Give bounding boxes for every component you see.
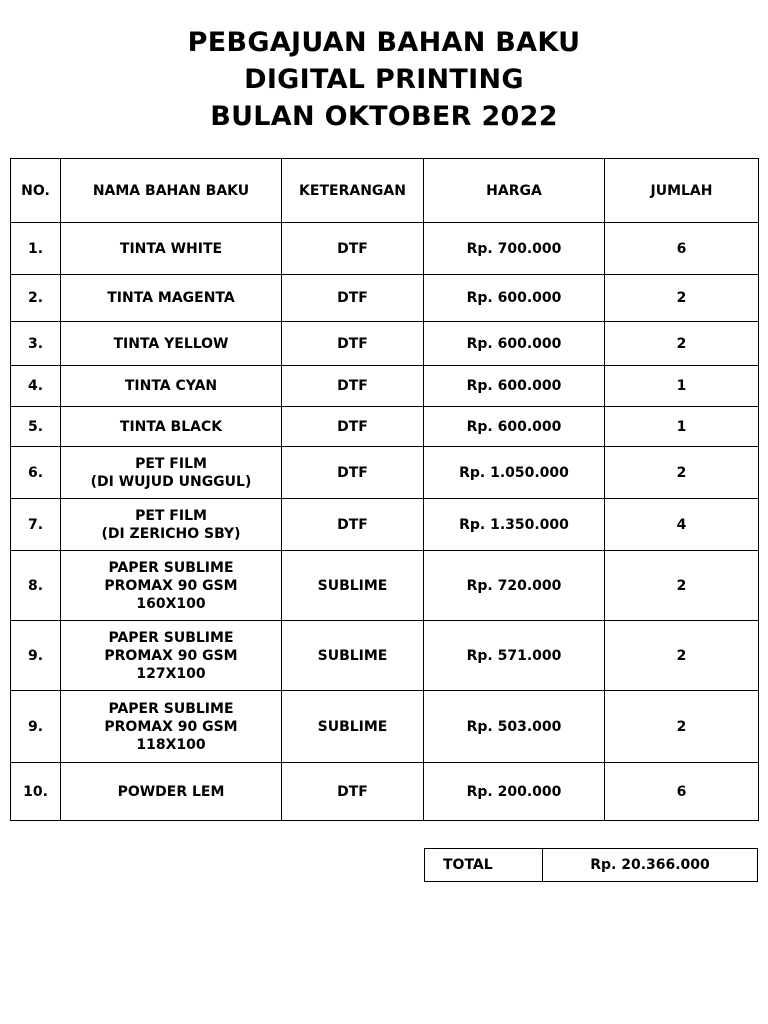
header-keterangan: KETERANGAN xyxy=(282,159,424,223)
title-line-1: PEBGAJUAN BAHAN BAKU xyxy=(187,27,581,58)
cell-nama: PAPER SUBLIME PROMAX 90 GSM 118X100 xyxy=(61,691,282,763)
cell-keterangan: DTF xyxy=(282,275,424,322)
cell-nama: PET FILM (DI ZERICHO SBY) xyxy=(61,499,282,551)
cell-keterangan: DTF xyxy=(282,223,424,275)
cell-harga: Rp. 720.000 xyxy=(424,551,605,621)
cell-harga: Rp. 200.000 xyxy=(424,763,605,821)
cell-jumlah: 2 xyxy=(605,551,759,621)
cell-no: 6. xyxy=(11,447,61,499)
cell-harga: Rp. 600.000 xyxy=(424,275,605,322)
cell-nama: TINTA CYAN xyxy=(61,366,282,407)
cell-jumlah: 2 xyxy=(605,322,759,366)
table-row xyxy=(11,499,759,551)
title-line-3: BULAN OKTOBER 2022 xyxy=(210,101,558,132)
table-row xyxy=(11,763,759,821)
header-nama-bahan-baku: NAMA BAHAN BAKU xyxy=(61,159,282,223)
cell-jumlah: 2 xyxy=(605,447,759,499)
cell-jumlah: 6 xyxy=(605,223,759,275)
cell-keterangan: DTF xyxy=(282,407,424,447)
header-no: NO. xyxy=(11,159,61,223)
cell-jumlah: 2 xyxy=(605,275,759,322)
materials-table xyxy=(10,158,759,821)
cell-no: 7. xyxy=(11,499,61,551)
total-box xyxy=(424,848,758,882)
cell-no: 9. xyxy=(11,691,61,763)
cell-keterangan: SUBLIME xyxy=(282,621,424,691)
table-row xyxy=(11,275,759,322)
cell-keterangan: SUBLIME xyxy=(282,691,424,763)
table-row xyxy=(11,322,759,366)
table-row xyxy=(11,223,759,275)
table-row xyxy=(11,691,759,763)
cell-harga: Rp. 1.050.000 xyxy=(424,447,605,499)
table-row xyxy=(11,447,759,499)
cell-harga: Rp. 700.000 xyxy=(424,223,605,275)
cell-harga: Rp. 1.350.000 xyxy=(424,499,605,551)
cell-nama: TINTA YELLOW xyxy=(61,322,282,366)
cell-harga: Rp. 503.000 xyxy=(424,691,605,763)
table-row xyxy=(11,621,759,691)
cell-no: 9. xyxy=(11,621,61,691)
total-value: Rp. 20.366.000 xyxy=(543,849,758,882)
cell-jumlah: 4 xyxy=(605,499,759,551)
cell-nama: PAPER SUBLIME PROMAX 90 GSM 160X100 xyxy=(61,551,282,621)
cell-keterangan: DTF xyxy=(282,366,424,407)
table-row xyxy=(11,407,759,447)
cell-keterangan: DTF xyxy=(282,763,424,821)
header-jumlah: JUMLAH xyxy=(605,159,759,223)
cell-no: 4. xyxy=(11,366,61,407)
cell-no: 1. xyxy=(11,223,61,275)
cell-nama: PET FILM (DI WUJUD UNGGUL) xyxy=(61,447,282,499)
cell-jumlah: 6 xyxy=(605,763,759,821)
cell-no: 8. xyxy=(11,551,61,621)
cell-harga: Rp. 600.000 xyxy=(424,322,605,366)
cell-nama: PAPER SUBLIME PROMAX 90 GSM 127X100 xyxy=(61,621,282,691)
cell-harga: Rp. 600.000 xyxy=(424,366,605,407)
cell-no: 5. xyxy=(11,407,61,447)
cell-harga: Rp. 600.000 xyxy=(424,407,605,447)
table-row xyxy=(11,551,759,621)
cell-nama: TINTA MAGENTA xyxy=(61,275,282,322)
header-harga: HARGA xyxy=(424,159,605,223)
total-label: TOTAL xyxy=(425,849,543,882)
cell-no: 2. xyxy=(11,275,61,322)
document-title xyxy=(0,24,768,135)
table-header-row xyxy=(11,159,759,223)
cell-jumlah: 2 xyxy=(605,621,759,691)
cell-jumlah: 1 xyxy=(605,407,759,447)
cell-jumlah: 2 xyxy=(605,691,759,763)
cell-nama: POWDER LEM xyxy=(61,763,282,821)
cell-keterangan: SUBLIME xyxy=(282,551,424,621)
cell-nama: TINTA BLACK xyxy=(61,407,282,447)
cell-harga: Rp. 571.000 xyxy=(424,621,605,691)
cell-keterangan: DTF xyxy=(282,447,424,499)
cell-keterangan: DTF xyxy=(282,499,424,551)
cell-nama: TINTA WHITE xyxy=(61,223,282,275)
cell-keterangan: DTF xyxy=(282,322,424,366)
total-row xyxy=(425,849,758,882)
table-row xyxy=(11,366,759,407)
cell-jumlah: 1 xyxy=(605,366,759,407)
title-line-2: DIGITAL PRINTING xyxy=(244,64,524,95)
cell-no: 3. xyxy=(11,322,61,366)
cell-no: 10. xyxy=(11,763,61,821)
